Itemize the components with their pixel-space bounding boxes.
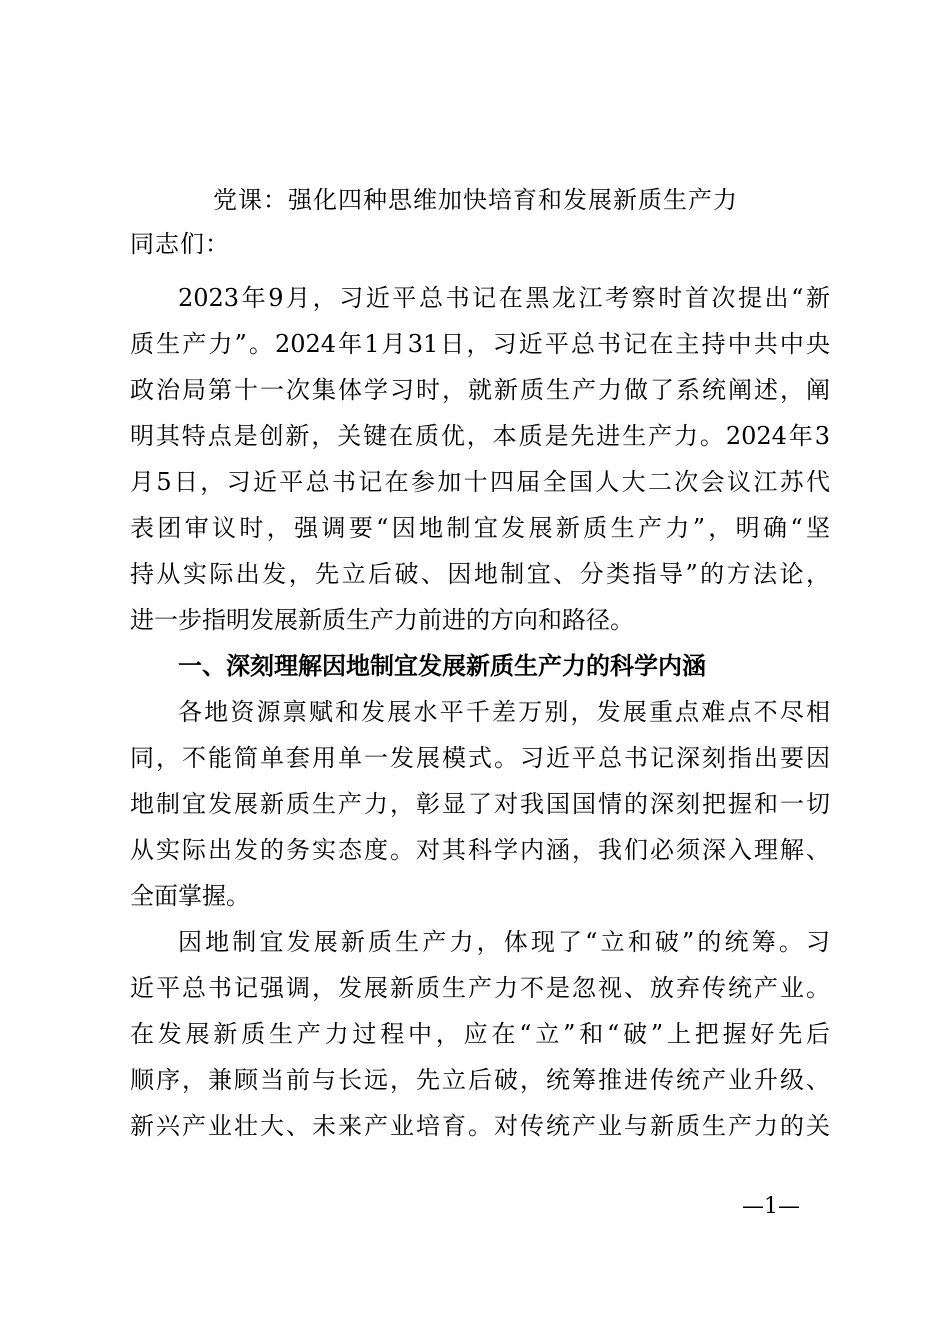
page-number: —1— (742, 1194, 800, 1219)
text-line: 因地制宜发展新质生产力，体现了“立和破”的统筹。习 (178, 928, 830, 956)
paragraph-section1-b (130, 919, 830, 1149)
document-title: 党课：强化四种思维加快培育和发展新质生产力 (213, 186, 738, 214)
text-line: 明其特点是创新，关键在质优，本质是先进生产力。2024年3 (130, 422, 830, 450)
text-line: 顺序，兼顾当前与长远，先立后破，统筹推进传统产业升级、 (130, 1066, 830, 1094)
text-line: 持从实际出发，先立后破、因地制宜、分类指导”的方法论， (130, 560, 830, 588)
text-line: 全面掌握。 (130, 882, 250, 910)
text-line: 进一步指明发展新质生产力前进的方向和路径。 (130, 606, 634, 634)
section-heading: 一、深刻理解因地制宜发展新质生产力的科学内涵 (178, 652, 706, 680)
text-line: 近平总书记强调，发展新质生产力不是忽视、放弃传统产业。 (130, 974, 830, 1002)
text-line: 在发展新质生产力过程中，应在“立”和“破”上把握好先后 (130, 1020, 830, 1048)
salutation: 同志们： (130, 230, 230, 258)
text-line: 表团审议时，强调要“因地制宜发展新质生产力”，明确“坚 (130, 514, 830, 542)
paragraph-section1-a (130, 689, 830, 919)
text-line: 各地资源禀赋和发展水平千差万别，发展重点难点不尽相 (178, 698, 830, 726)
text-line: 地制宜发展新质生产力，彰显了对我国国情的深刻把握和一切 (130, 790, 830, 818)
text-line: 2023年9月，习近平总书记在黑龙江考察时首次提出“新 (178, 284, 830, 312)
text-line: 新兴产业壮大、未来产业培育。对传统产业与新质生产力的关 (130, 1112, 830, 1140)
text-line: 同，不能简单套用单一发展模式。习近平总书记深刻指出要因 (130, 744, 830, 772)
text-line: 政治局第十一次集体学习时，就新质生产力做了系统阐述，阐 (130, 376, 830, 404)
text-line: 月5日，习近平总书记在参加十四届全国人大二次会议江苏代 (130, 468, 830, 496)
text-line: 从实际出发的务实态度。对其科学内涵，我们必须深入理解、 (130, 836, 830, 864)
text-line: 质生产力”。2024年1月31日，习近平总书记在主持中共中央 (130, 330, 830, 358)
paragraph-intro (130, 275, 830, 643)
